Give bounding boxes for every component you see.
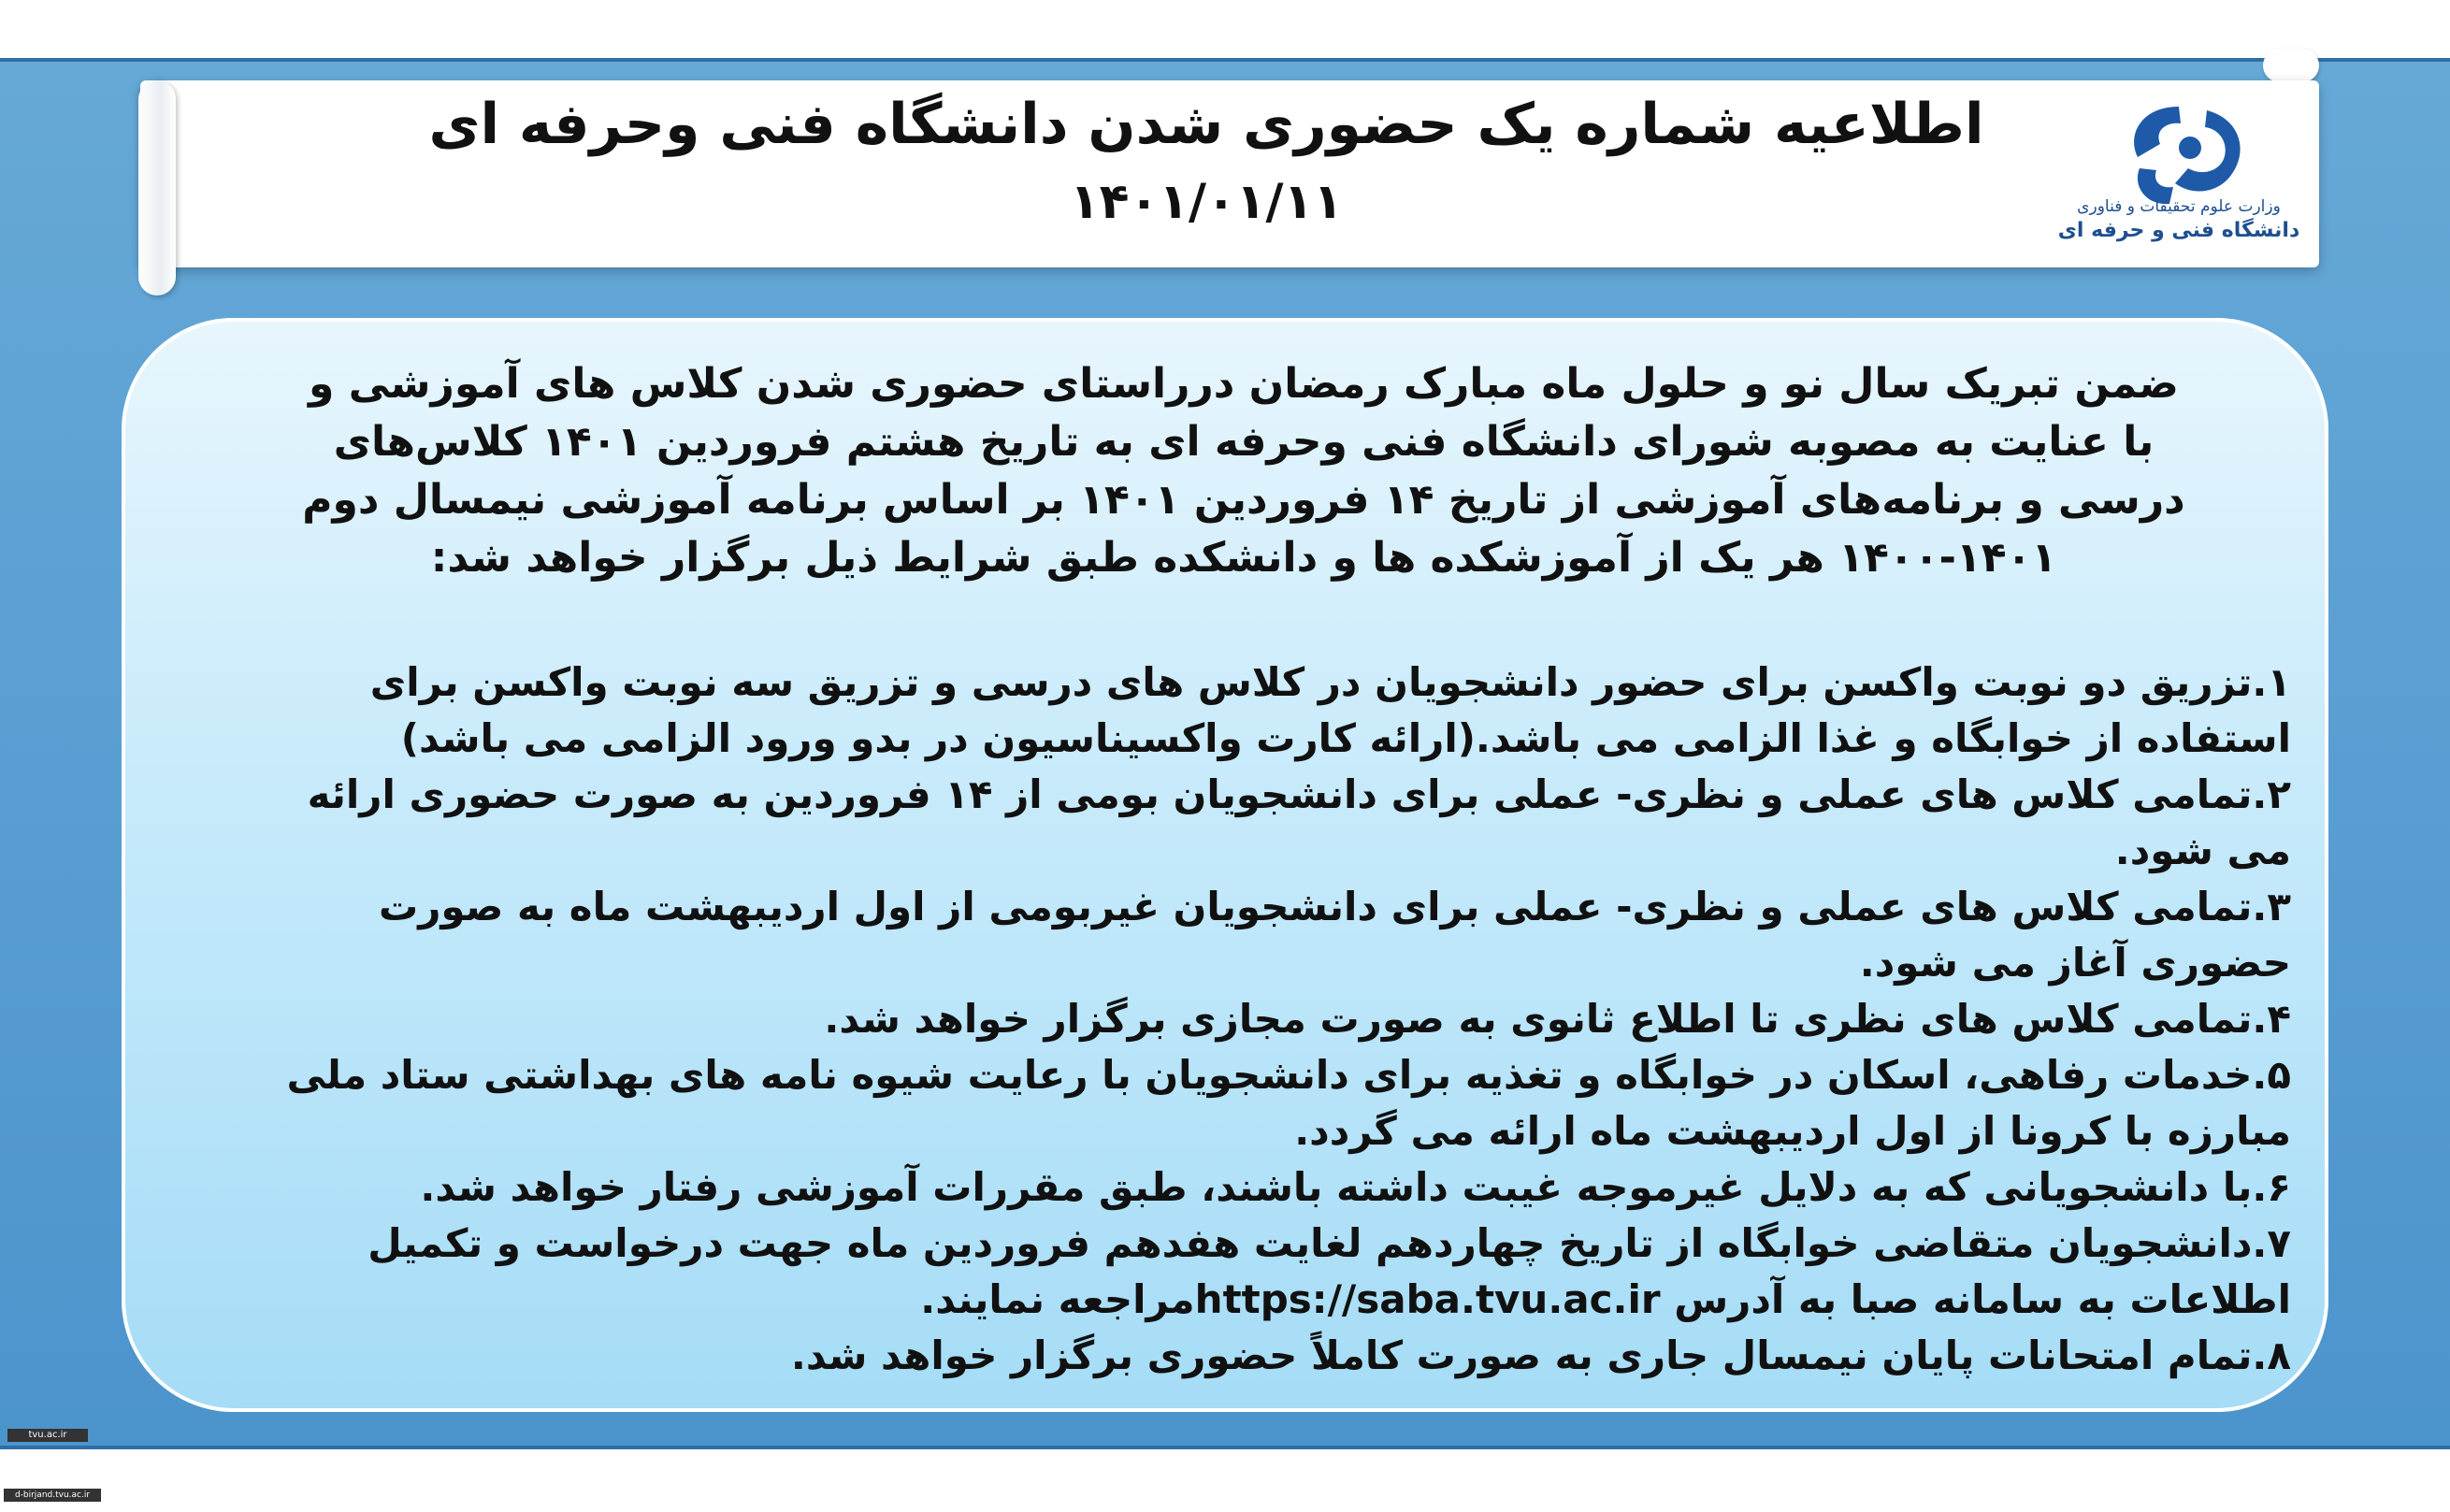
- scroll-roll-top: [2263, 49, 2319, 82]
- list-item: می شود.: [2114, 828, 2291, 873]
- conditions-list: [140, 655, 2291, 1384]
- list-item: ۸.تمام امتحانات پایان نیمسال جاری به صورت کاملاً حضوری برگزار خواهد شد.: [790, 1332, 2291, 1378]
- list-item: ۱.تزریق دو نوبت واکسن برای حضور دانشجویان در کلاس های درسی و تزریق سه نوبت واکسن برای: [369, 659, 2291, 705]
- list-item: ۷.دانشجویان متقاضی خوابگاه از تاریخ چهاردهم لغایت هفدهم فروردین ماه جهت درخواست و تکمیل: [368, 1220, 2291, 1266]
- item7-text-after: مراجعه نمایند.: [920, 1276, 1195, 1322]
- intro-line: ضمن تبریک سال نو و حلول ماه مبارک رمضان درراستای حضوری شدن کلاس های آموزشی و: [309, 360, 2179, 408]
- saba-url-link[interactable]: https://saba.tvu.ac.ir: [1194, 1276, 1661, 1322]
- list-item: ۴.تمامی کلاس های نظری تا اطلاع ثانوی به صورت مجازی برگزار خواهد شد.: [824, 996, 2291, 1042]
- list-item: ۵.خدمات رفاهی، اسکان در خوابگاه و تغذیه برای دانشجویان با رعایت شیوه نامه های بهداشتی ستاد ملی: [286, 1052, 2291, 1098]
- logo-caption-line1: وزارت علوم تحقیقات و فناوری: [2077, 197, 2281, 216]
- list-item: ۳.تمامی کلاس های عملی و نظری- عملی برای دانشجویان غیربومی از اول اردیبهشت ماه به صورت: [379, 884, 2291, 929]
- intro-line: با عنایت به مصوبه شورای دانشگاه فنی وحرفه ای به تاریخ هشتم فروردین ۱۴۰۱ کلاس‌های: [333, 418, 2155, 466]
- intro-paragraph: [168, 355, 2319, 587]
- page-title: اطلاعیه شماره یک حضوری شدن دانشگاه فنی وحرفه ای: [428, 92, 1984, 157]
- list-item: مبارزه با کرونا از اول اردیبهشت ماه ارائه می گردد.: [1294, 1108, 2291, 1154]
- watermark-top: tvu.ac.ir: [7, 1429, 88, 1442]
- scroll-roll-left: [138, 80, 176, 295]
- list-item: استفاده از خوابگاه و غذا الزامی می باشد.(ارائه کارت واکسیناسیون در بدو ورود الزامی می باشد): [400, 715, 2291, 761]
- logo-caption: [2057, 194, 2300, 243]
- intro-line: ۱۴۰۰-۱۴۰۱ هر یک از آموزشکده ها و دانشکده طبق شرایط ذیل برگزار خواهد شد:: [430, 534, 2057, 582]
- list-item: ۲.تمامی کلاس های عملی و نظری- عملی برای دانشجویان بومی از ۱۴ فروردین به صورت حضوری ارائه: [307, 771, 2291, 817]
- watermark-bottom: d-birjand.tvu.ac.ir: [4, 1489, 101, 1502]
- announcement-date: ۱۴۰۱/۰۱/۱۱: [1070, 174, 1343, 230]
- logo-caption-line2: دانشگاه فنی و حرفه ای: [2057, 219, 2300, 242]
- item7-text-before: اطلاعات به سامانه صبا به آدرس: [1660, 1276, 2291, 1322]
- list-item: ۶.با دانشجویانی که به دلایل غیرموجه غیبت داشته باشند، طبق مقررات آموزشی رفتار خواهد شد.: [420, 1164, 2291, 1210]
- list-item: حضوری آغاز می شود.: [1859, 940, 2291, 986]
- intro-line: درسی و برنامه‌های آموزشی از تاریخ ۱۴ فروردین ۱۴۰۱ بر اساس برنامه آموزشی نیمسال دوم: [302, 476, 2185, 524]
- list-item: [140, 1272, 2291, 1328]
